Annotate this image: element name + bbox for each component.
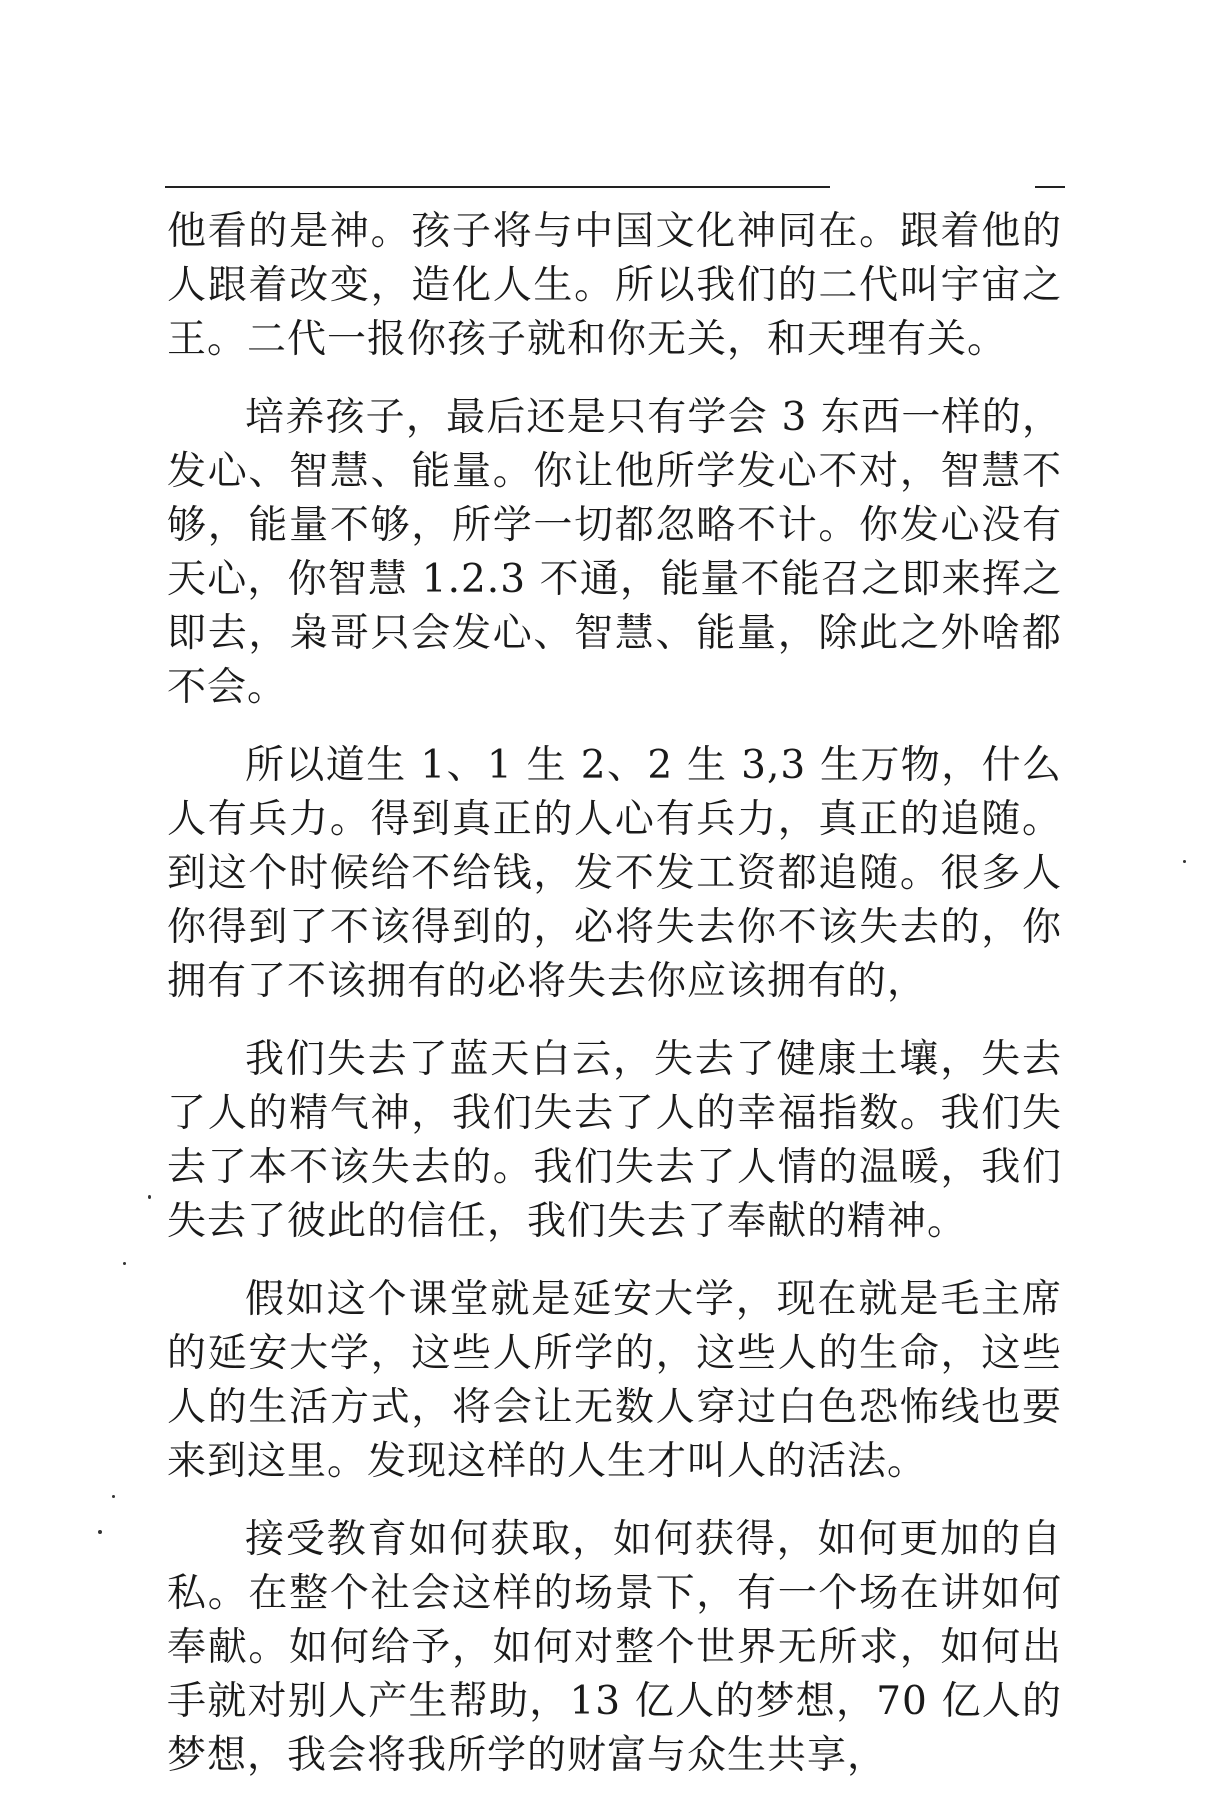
scan-speck: [112, 1495, 115, 1498]
scan-speck: [148, 1195, 151, 1199]
body-text: [167, 205, 1062, 1807]
header-rule: [165, 186, 830, 188]
paragraph-4: 我们失去了蓝天白云，失去了健康土壤，失去了人的精气神，我们失去了人的幸福指数。我们失去了本不该失去的。我们失去了人情的温暖，我们失去了彼此的信任，我们失去了奉献的精神。: [167, 1037, 1062, 1244]
scan-speck: [98, 1530, 102, 1534]
scan-speck: [1183, 860, 1186, 863]
paragraph-6: 接受教育如何获取，如何获得，如何更加的自私。在整个社会这样的场景下，有一个场在讲如何奉献。如何给予，如何对整个世界无所求，如何出手就对别人产生帮助，13 亿人的梦想，70 亿人的梦想，我会将我所学的财富与众生共享，: [167, 1517, 1062, 1778]
scan-speck: [123, 1262, 126, 1265]
paragraph-3: 所以道生 1、1 生 2、2 生 3,3 生万物，什么人有兵力。得到真正的人心有兵力，真正的追随。到这个时候给不给钱，发不发工资都追随。很多人你得到了不该得到的，必将失去你不该失去的，你拥有了不该拥有的必将失去你应该拥有的，: [167, 743, 1062, 1004]
paragraph-1: 他看的是神。孩子将与中国文化神同在。跟着他的人跟着改变，造化人生。所以我们的二代叫宇宙之王。二代一报你孩子就和你无关，和天理有关。: [167, 209, 1062, 362]
header-mark: [1035, 186, 1065, 188]
paragraph-5: 假如这个课堂就是延安大学，现在就是毛主席的延安大学，这些人所学的，这些人的生命，这些人的生活方式，将会让无数人穿过白色恐怖线也要来到这里。发现这样的人生才叫人的活法。: [167, 1277, 1062, 1484]
paragraph-2: 培养孩子，最后还是只有学会 3 东西一样的，发心、智慧、能量。你让他所学发心不对，智慧不够，能量不够，所学一切都忽略不计。你发心没有天心，你智慧 1.2.3 不通，能量不能召之即来挥之即去，枭哥只会发心、智慧、能量，除此之外啥都不会。: [167, 395, 1062, 710]
